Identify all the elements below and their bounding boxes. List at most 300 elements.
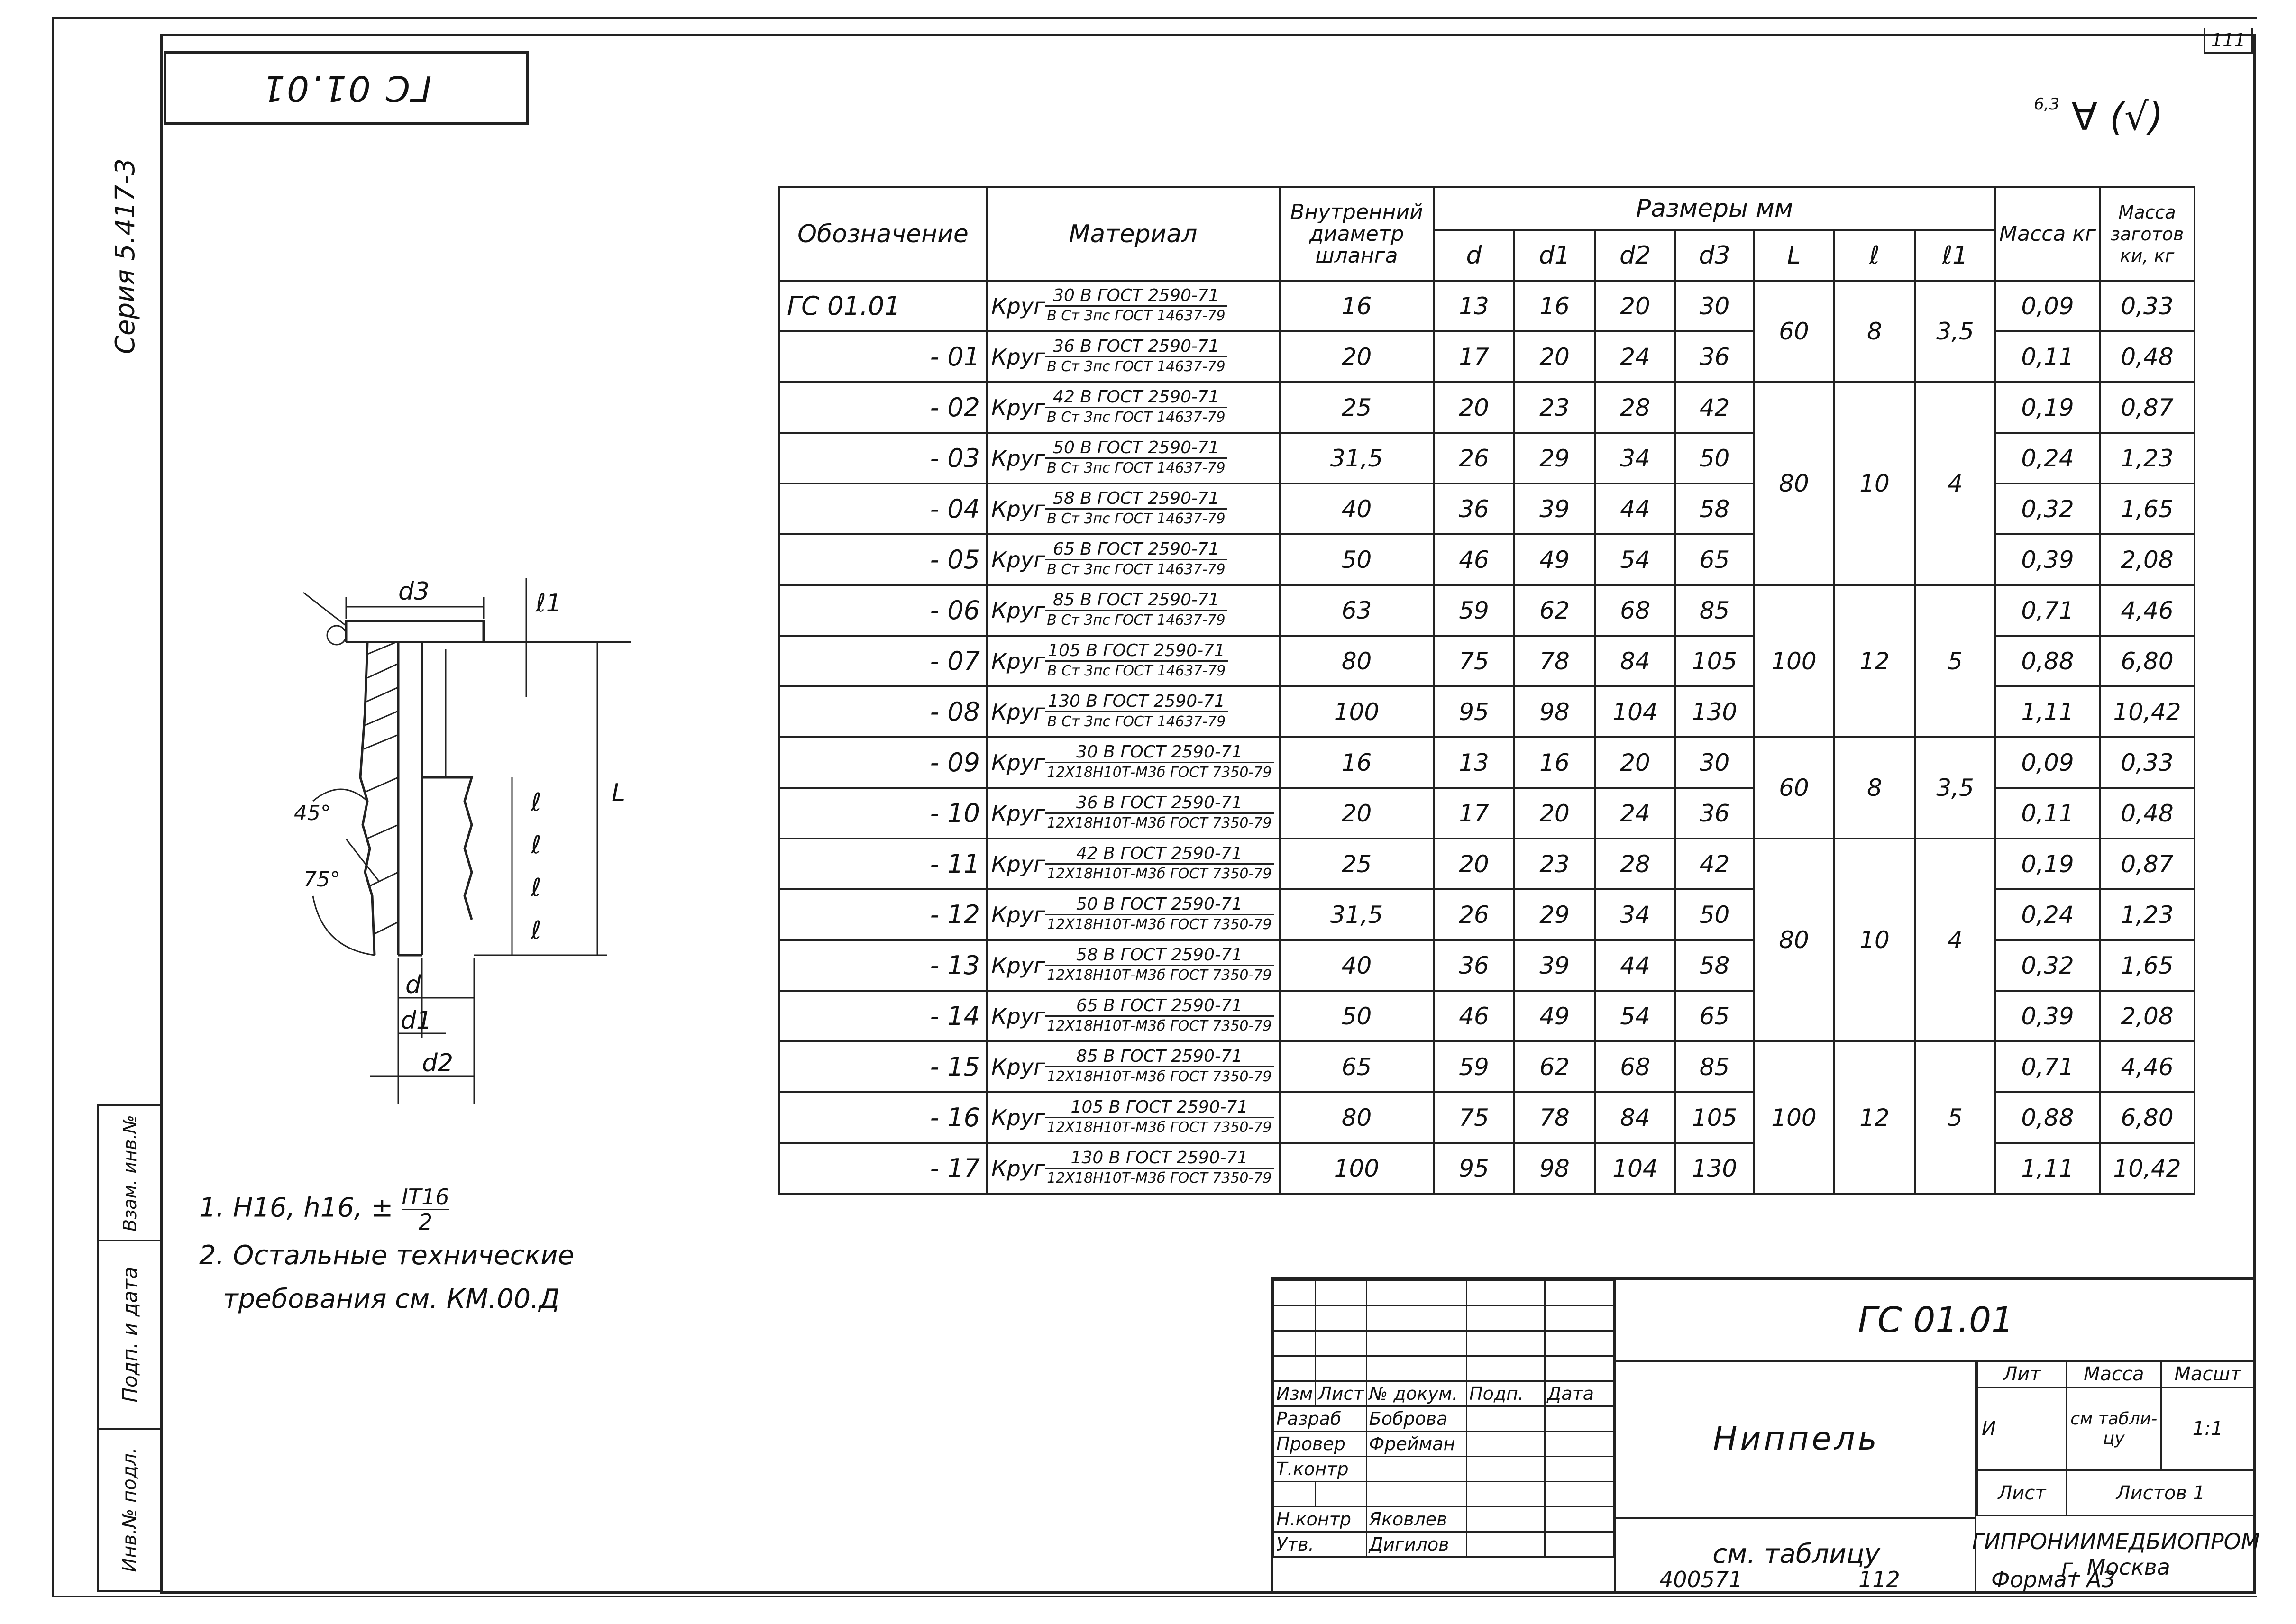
cell-material [987, 484, 1280, 534]
cell-designation: - 06 [779, 585, 987, 636]
signature-row [1274, 1432, 1614, 1457]
material-fraction [1045, 895, 1273, 934]
sheet-label: Лист [1977, 1470, 2067, 1516]
material-prefix: Круг [991, 496, 1045, 522]
material-prefix: Круг [991, 648, 1045, 674]
material-prefix: Круг [991, 699, 1045, 725]
cell-d1: 20 [1514, 331, 1595, 382]
material-numerator: 85 В ГОСТ 2590-71 [1045, 591, 1227, 611]
cell-blank-mass: 0,87 [2100, 839, 2195, 889]
cell-d: 20 [1434, 382, 1514, 433]
cell-d2: 24 [1595, 331, 1675, 382]
org-name: ГИПРОНИИМЕДБИОПРОМ [1972, 1528, 2260, 1554]
cell-mass: 0,32 [1995, 484, 2100, 534]
material-numerator: 65 В ГОСТ 2590-71 [1045, 540, 1227, 560]
material-fraction [1045, 794, 1273, 833]
role-signature [1467, 1457, 1545, 1482]
title-part-name: Ниппель [1614, 1360, 1976, 1519]
cell-l1: 3,5 [1915, 737, 1995, 839]
label-angle-45: 45° [294, 801, 331, 825]
label-d1: d1 [401, 1006, 432, 1035]
cell-d: 17 [1434, 788, 1514, 839]
material-fraction [1045, 844, 1273, 884]
material-numerator: 105 В ГОСТ 2590-71 [1045, 1098, 1273, 1118]
material-prefix: Круг [991, 1054, 1045, 1080]
dimensions-table [778, 186, 2195, 1195]
cell-d2: 54 [1595, 991, 1675, 1041]
cell-d2: 34 [1595, 433, 1675, 484]
cell-inner-diameter: 100 [1280, 686, 1434, 737]
cell-mass: 0,24 [1995, 433, 2100, 484]
cell-blank-mass: 0,33 [2100, 737, 2195, 788]
cell-designation: - 03 [779, 433, 987, 484]
cell-material [987, 686, 1280, 737]
cell-mass: 0,88 [1995, 1092, 2100, 1143]
material-prefix: Круг [991, 749, 1045, 776]
revision-header: Лист [1316, 1381, 1366, 1406]
cell-d2: 104 [1595, 1143, 1675, 1194]
cell-L: 100 [1754, 585, 1834, 737]
cell-d1: 49 [1514, 991, 1595, 1041]
cell-d1: 78 [1514, 636, 1595, 686]
label-angle-75: 75° [303, 867, 340, 892]
material-numerator: 105 В ГОСТ 2590-71 [1045, 641, 1228, 662]
cell-inner-diameter: 20 [1280, 331, 1434, 382]
cell-d: 13 [1434, 737, 1514, 788]
material-denominator: В Ст 3пс ГОСТ 14637-79 [1047, 612, 1226, 629]
header-l: ℓ [1834, 230, 1915, 281]
cell-d3: 50 [1675, 889, 1754, 940]
series-label: Серия 5.417-3 [110, 158, 141, 354]
material-prefix: Круг [991, 547, 1045, 573]
material-denominator: В Ст 3пс ГОСТ 14637-79 [1047, 561, 1226, 578]
cell-inner-diameter: 50 [1280, 991, 1434, 1041]
scale-label: Масшт [2161, 1361, 2254, 1387]
material-prefix: Круг [991, 851, 1045, 877]
table-row [779, 737, 2195, 788]
material-fraction [1045, 1047, 1273, 1086]
role-label: Н.контр [1274, 1507, 1367, 1532]
scale-value: 1:1 [2161, 1387, 2254, 1470]
cell-inner-diameter: 40 [1280, 940, 1434, 991]
role-person: Яковлев [1366, 1507, 1466, 1532]
cell-material [987, 585, 1280, 636]
cell-d: 59 [1434, 585, 1514, 636]
cell-blank-mass: 1,23 [2100, 889, 2195, 940]
cell-d3: 36 [1675, 788, 1754, 839]
cell-inner-diameter: 100 [1280, 1143, 1434, 1194]
cell-d: 20 [1434, 839, 1514, 889]
roughness-symbol [2034, 95, 2163, 139]
stamp-text: ГС 01.01 [260, 67, 432, 109]
material-prefix: Круг [991, 344, 1045, 370]
cell-blank-mass: 0,87 [2100, 382, 2195, 433]
revision-header: Дата [1545, 1381, 1613, 1406]
cell-d1: 29 [1514, 433, 1595, 484]
cell-d1: 62 [1514, 585, 1595, 636]
cell-l: 10 [1834, 382, 1915, 585]
cell-d3: 58 [1675, 940, 1754, 991]
material-prefix: Круг [991, 394, 1045, 420]
mass-value: см табли- цу [2067, 1387, 2161, 1470]
material-fraction [1045, 337, 1227, 376]
cell-mass: 0,19 [1995, 382, 2100, 433]
cell-material [987, 1143, 1280, 1194]
material-fraction [1045, 1149, 1273, 1188]
cell-d2: 68 [1595, 585, 1675, 636]
role-person: Дигилов [1366, 1532, 1466, 1557]
header-blank-mass: Масса заготов ки, кг [2100, 187, 2195, 281]
cell-d2: 34 [1595, 889, 1675, 940]
material-fraction [1045, 489, 1227, 529]
cell-d2: 28 [1595, 839, 1675, 889]
material-fraction [1045, 946, 1273, 985]
cell-material [987, 839, 1280, 889]
header-material: Материал [987, 187, 1280, 281]
material-numerator: 130 В ГОСТ 2590-71 [1045, 692, 1228, 712]
cell-mass: 0,39 [1995, 991, 2100, 1041]
cell-L: 60 [1754, 737, 1834, 839]
cell-inner-diameter: 20 [1280, 788, 1434, 839]
cell-d3: 105 [1675, 1092, 1754, 1143]
cell-material [987, 889, 1280, 940]
material-numerator: 36 В ГОСТ 2590-71 [1045, 794, 1273, 814]
cell-d1: 23 [1514, 839, 1595, 889]
cell-blank-mass: 1,65 [2100, 940, 2195, 991]
cell-mass: 0,09 [1995, 737, 2100, 788]
cell-designation: - 01 [779, 331, 987, 382]
material-fraction [1045, 996, 1273, 1036]
material-denominator: 12Х18Н10Т-М3б ГОСТ 7350-79 [1047, 1018, 1272, 1034]
roughness-mark: (√) [2109, 95, 2164, 139]
cell-inner-diameter: 16 [1280, 281, 1434, 331]
cell-d3: 42 [1675, 382, 1754, 433]
material-fraction [1045, 540, 1227, 579]
cell-L: 80 [1754, 382, 1834, 585]
cell-inner-diameter: 25 [1280, 839, 1434, 889]
cell-inner-diameter: 63 [1280, 585, 1434, 636]
cell-mass: 0,39 [1995, 534, 2100, 585]
material-numerator: 30 В ГОСТ 2590-71 [1045, 743, 1273, 763]
material-denominator: 12Х18Н10Т-М3б ГОСТ 7350-79 [1047, 967, 1272, 984]
tolerance-fraction: $\frac{IT16}{2}$ [402, 1184, 449, 1235]
cell-l1: 4 [1915, 839, 1995, 1041]
material-denominator: 12Х18Н10Т-М3б ГОСТ 7350-79 [1047, 916, 1272, 933]
cell-d1: 16 [1514, 737, 1595, 788]
cell-d1: 62 [1514, 1041, 1595, 1092]
cell-l1: 3,5 [1915, 281, 1995, 382]
cell-designation: - 14 [779, 991, 987, 1041]
material-numerator: 58 В ГОСТ 2590-71 [1045, 489, 1227, 510]
cell-designation: - 10 [779, 788, 987, 839]
title-material: см. таблицу [1614, 1517, 1976, 1591]
roughness-value: 6,3 [2034, 95, 2060, 114]
material-fraction [1045, 692, 1228, 731]
cell-d2: 20 [1595, 281, 1675, 331]
cell-designation: - 05 [779, 534, 987, 585]
title-designation: ГС 01.01 [1614, 1280, 2255, 1362]
role-person: Фрейман [1366, 1432, 1466, 1457]
cell-l: 12 [1834, 1041, 1915, 1194]
material-denominator: В Ст 3пс ГОСТ 14637-79 [1047, 460, 1226, 476]
cell-d3: 58 [1675, 484, 1754, 534]
cell-d3: 42 [1675, 839, 1754, 889]
cell-d2: 104 [1595, 686, 1675, 737]
material-denominator: 12Х18Н10Т-М3б ГОСТ 7350-79 [1047, 815, 1272, 831]
cell-designation: - 17 [779, 1143, 987, 1194]
cell-mass: 1,11 [1995, 686, 2100, 737]
cell-l: 10 [1834, 839, 1915, 1041]
cell-d2: 44 [1595, 484, 1675, 534]
cell-d3: 105 [1675, 636, 1754, 686]
material-fraction [1045, 438, 1227, 478]
material-denominator: В Ст 3пс ГОСТ 14637-79 [1047, 358, 1226, 375]
cell-mass: 0,88 [1995, 636, 2100, 686]
header-d3: d3 [1675, 230, 1754, 281]
cell-d1: 98 [1514, 686, 1595, 737]
cell-mass: 0,11 [1995, 331, 2100, 382]
cell-d2: 44 [1595, 940, 1675, 991]
table-row [779, 382, 2195, 433]
cell-designation: - 11 [779, 839, 987, 889]
cell-d3: 65 [1675, 534, 1754, 585]
cell-material [987, 281, 1280, 331]
cell-mass: 0,71 [1995, 585, 2100, 636]
cell-d: 95 [1434, 1143, 1514, 1194]
cell-d1: 98 [1514, 1143, 1595, 1194]
cell-l1: 5 [1915, 1041, 1995, 1194]
material-denominator: 12Х18Н10Т-М3б ГОСТ 7350-79 [1047, 1068, 1272, 1085]
cell-mass: 0,71 [1995, 1041, 2100, 1092]
cell-mass: 0,11 [1995, 788, 2100, 839]
cell-blank-mass: 0,48 [2100, 331, 2195, 382]
cell-material [987, 940, 1280, 991]
cell-d1: 78 [1514, 1092, 1595, 1143]
cell-blank-mass: 6,80 [2100, 636, 2195, 686]
cell-d3: 50 [1675, 433, 1754, 484]
cell-inner-diameter: 40 [1280, 484, 1434, 534]
material-denominator: В Ст 3пс ГОСТ 14637-79 [1047, 511, 1226, 527]
cell-d2: 28 [1595, 382, 1675, 433]
role-signature [1467, 1507, 1545, 1532]
cell-blank-mass: 0,33 [2100, 281, 2195, 331]
cell-blank-mass: 1,23 [2100, 433, 2195, 484]
material-numerator: 58 В ГОСТ 2590-71 [1045, 946, 1273, 966]
cell-blank-mass: 4,46 [2100, 1041, 2195, 1092]
cell-d1: 20 [1514, 788, 1595, 839]
cell-material [987, 737, 1280, 788]
footer-page: 112 [1858, 1567, 1900, 1592]
sheet-number: 111 [2204, 28, 2253, 54]
cell-d3: 85 [1675, 1041, 1754, 1092]
revision-header: Подп. [1467, 1381, 1545, 1406]
revision-header: № докум. [1366, 1381, 1466, 1406]
cell-d: 26 [1434, 433, 1514, 484]
cell-d3: 30 [1675, 737, 1754, 788]
material-prefix: Круг [991, 800, 1045, 826]
cell-blank-mass: 1,65 [2100, 484, 2195, 534]
sheets-label: Листов 1 [2067, 1470, 2254, 1516]
cell-d2: 84 [1595, 636, 1675, 686]
cell-material [987, 636, 1280, 686]
role-date [1545, 1532, 1613, 1557]
material-numerator: 50 В ГОСТ 2590-71 [1045, 895, 1273, 915]
role-label: Утв. [1274, 1532, 1367, 1557]
cell-d2: 20 [1595, 737, 1675, 788]
cell-designation: - 02 [779, 382, 987, 433]
label-l1: ℓ1 [536, 589, 562, 618]
signature-row [1274, 1532, 1614, 1557]
header-sizes: Размеры мм [1434, 187, 1995, 230]
role-date [1545, 1406, 1613, 1432]
cell-d1: 39 [1514, 940, 1595, 991]
signature-row [1274, 1406, 1614, 1432]
material-numerator: 50 В ГОСТ 2590-71 [1045, 438, 1227, 459]
note-2-line-1: 2. Остальные технические [199, 1240, 575, 1271]
role-person [1366, 1457, 1466, 1482]
cell-blank-mass: 2,08 [2100, 991, 2195, 1041]
cell-d2: 68 [1595, 1041, 1675, 1092]
cell-designation: - 08 [779, 686, 987, 737]
strip-cell-sign-date: Подп. и дата [99, 1241, 161, 1430]
cell-designation: - 13 [779, 940, 987, 991]
cell-inner-diameter: 50 [1280, 534, 1434, 585]
material-prefix: Круг [991, 1104, 1045, 1131]
material-numerator: 130 В ГОСТ 2590-71 [1045, 1149, 1273, 1169]
cell-inner-diameter: 31,5 [1280, 433, 1434, 484]
strip-cell-inventory: Инв.№ подл. [119, 1447, 141, 1572]
cell-designation: ГС 01.01 [779, 281, 987, 331]
cell-designation: - 15 [779, 1041, 987, 1092]
nipple-section-drawing [284, 555, 664, 1119]
cell-inner-diameter: 25 [1280, 382, 1434, 433]
material-denominator: 12Х18Н10Т-М3б ГОСТ 7350-79 [1047, 866, 1272, 882]
footer-format: Формат А3 [1991, 1567, 2115, 1592]
cell-material [987, 382, 1280, 433]
cell-material [987, 991, 1280, 1041]
table-row [779, 281, 2195, 331]
lit-label: Лит [1977, 1361, 2067, 1387]
role-signature [1467, 1432, 1545, 1457]
material-prefix: Круг [991, 952, 1045, 978]
cell-d: 13 [1434, 281, 1514, 331]
material-denominator: В Ст 3пс ГОСТ 14637-79 [1047, 308, 1226, 324]
cell-l: 8 [1834, 737, 1915, 839]
cell-inner-diameter: 65 [1280, 1041, 1434, 1092]
footer-inventory: 400571 [1659, 1567, 1743, 1592]
header-l1: ℓ1 [1915, 230, 1995, 281]
cell-L: 80 [1754, 839, 1834, 1041]
cell-material [987, 1041, 1280, 1092]
material-denominator: В Ст 3пс ГОСТ 14637-79 [1047, 713, 1226, 730]
label-l-2: ℓ [531, 831, 541, 859]
lit-value: И [1977, 1387, 2067, 1470]
cell-d3: 130 [1675, 686, 1754, 737]
cell-mass: 0,24 [1995, 889, 2100, 940]
roughness-check-icon: ∀ [2071, 95, 2098, 139]
cell-l1: 5 [1915, 585, 1995, 737]
table-row [779, 839, 2195, 889]
role-signature [1467, 1532, 1545, 1557]
cell-d: 36 [1434, 484, 1514, 534]
material-fraction [1045, 286, 1227, 326]
material-fraction [1045, 388, 1227, 427]
material-denominator: 12Х18Н10Т-М3б ГОСТ 7350-79 [1047, 1170, 1272, 1186]
role-date [1545, 1457, 1613, 1482]
cell-d1: 29 [1514, 889, 1595, 940]
material-fraction [1045, 1098, 1273, 1137]
material-denominator: 12Х18Н10Т-М3б ГОСТ 7350-79 [1047, 1119, 1272, 1136]
org-city: г. Москва [2061, 1554, 2170, 1580]
role-person: Боброва [1366, 1406, 1466, 1432]
cell-d1: 16 [1514, 281, 1595, 331]
material-numerator: 36 В ГОСТ 2590-71 [1045, 337, 1227, 357]
material-denominator: В Ст 3пс ГОСТ 14637-79 [1047, 409, 1226, 426]
cell-d: 75 [1434, 636, 1514, 686]
cell-l1: 4 [1915, 382, 1995, 585]
revision-header: Изм [1274, 1381, 1316, 1406]
material-fraction [1045, 743, 1273, 782]
cell-mass: 1,11 [1995, 1143, 2100, 1194]
cell-d: 46 [1434, 534, 1514, 585]
cell-blank-mass: 4,46 [2100, 585, 2195, 636]
left-approval-strip [97, 1104, 163, 1592]
note-2-line-2: требования см. КМ.00.Д [223, 1284, 560, 1314]
header-designation: Обозначение [779, 187, 987, 281]
material-prefix: Круг [991, 1155, 1045, 1181]
note-1: 1. H16, h16, ± $\frac{IT16}{2}$ [199, 1184, 449, 1235]
cell-blank-mass: 10,42 [2100, 1143, 2195, 1194]
signature-row-blank [1274, 1482, 1614, 1507]
cell-designation: - 07 [779, 636, 987, 686]
header-L: L [1754, 230, 1834, 281]
label-d2: d2 [422, 1049, 454, 1077]
header-inner-diameter: Внутренний диаметр шланга [1280, 187, 1434, 281]
cell-d: 75 [1434, 1092, 1514, 1143]
cell-material [987, 788, 1280, 839]
technical-notes [199, 1185, 574, 1321]
cell-L: 60 [1754, 281, 1834, 382]
cell-material [987, 1092, 1280, 1143]
cell-l: 8 [1834, 281, 1915, 382]
cell-designation: - 16 [779, 1092, 987, 1143]
label-d: d [405, 971, 421, 999]
title-right-block [1972, 1360, 2260, 1591]
material-numerator: 30 В ГОСТ 2590-71 [1045, 286, 1227, 307]
header-mass: Масса кг [1995, 187, 2100, 281]
material-prefix: Круг [991, 902, 1045, 928]
material-prefix: Круг [991, 293, 1045, 319]
cell-designation: - 09 [779, 737, 987, 788]
role-label: Разраб [1274, 1406, 1367, 1432]
material-numerator: 42 В ГОСТ 2590-71 [1045, 844, 1273, 865]
cell-d: 95 [1434, 686, 1514, 737]
label-L: L [612, 779, 625, 807]
cell-L: 100 [1754, 1041, 1834, 1194]
cell-material [987, 433, 1280, 484]
cell-d: 59 [1434, 1041, 1514, 1092]
material-denominator: 12Х18Н10Т-М3б ГОСТ 7350-79 [1047, 764, 1272, 781]
label-l-1: ℓ [531, 788, 541, 817]
cell-mass: 0,19 [1995, 839, 2100, 889]
role-signature [1467, 1406, 1545, 1432]
material-prefix: Круг [991, 1003, 1045, 1029]
cell-designation: - 12 [779, 889, 987, 940]
cell-d3: 65 [1675, 991, 1754, 1041]
cell-d3: 30 [1675, 281, 1754, 331]
material-prefix: Круг [991, 597, 1045, 623]
signature-row [1274, 1507, 1614, 1532]
